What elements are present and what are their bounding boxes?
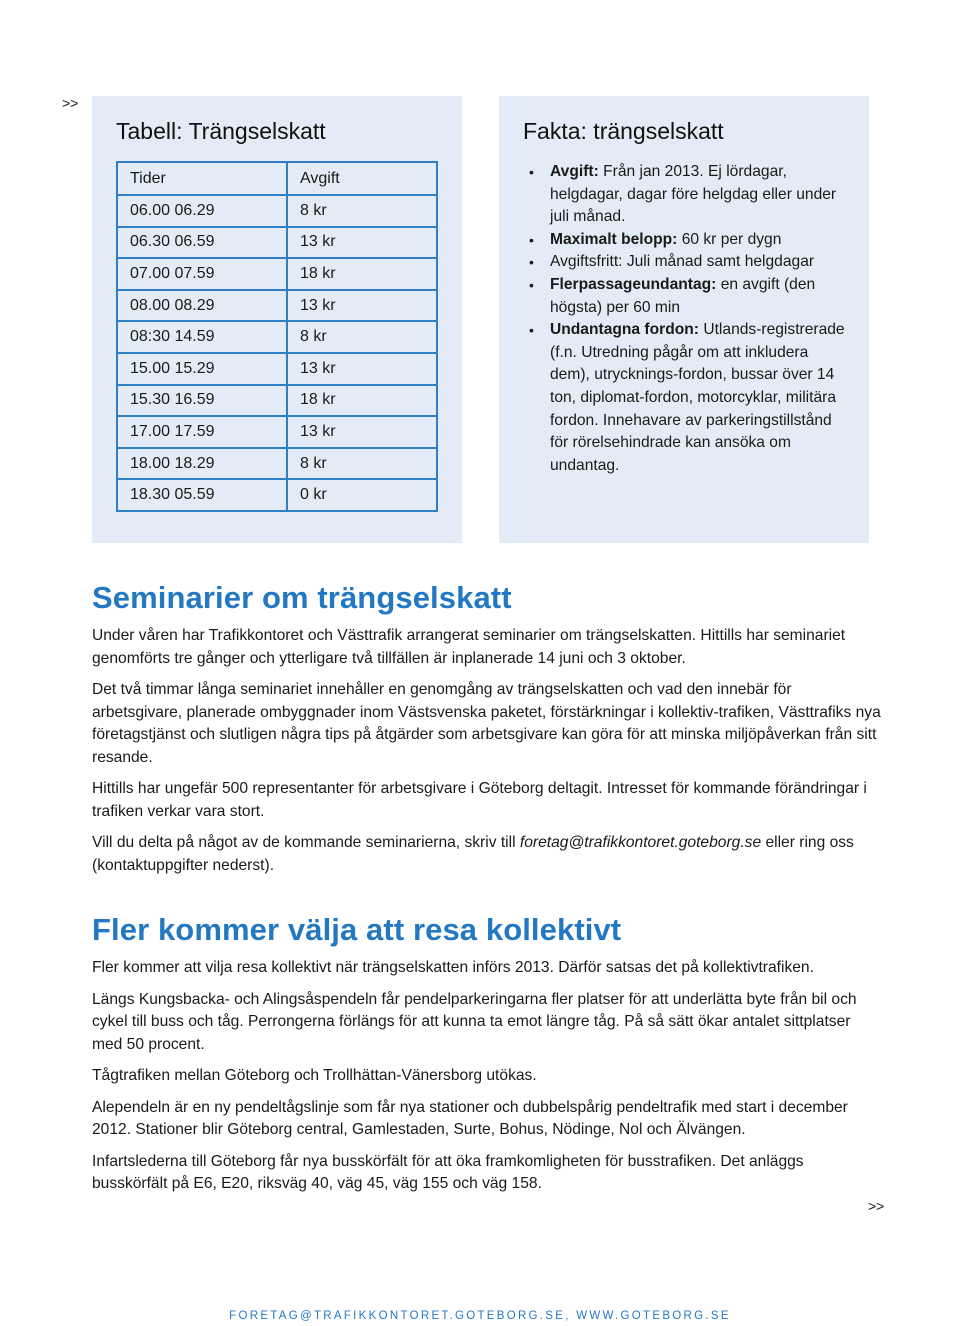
toll-fee-cell: 13 kr (287, 290, 437, 322)
transit-paragraph: Längs Kungsbacka- och Alingsåspendeln får pendelparkeringarna fler platser för att underlätta byte från bil och cykel till buss och tåg. Perrongerna förlängs för att kunna ta emot längre tåg. På så sätt ökar antalet sittplatser med 50 procent. (92, 990, 857, 1053)
seminar-section (92, 580, 882, 886)
list-item (523, 251, 849, 274)
bullet-icon: • (529, 322, 534, 339)
fakta-item-label: Undantagna fordon: (550, 321, 699, 339)
transit-paragraph: Infartslederna till Göteborg får nya busskörfält för att öka framkomligheten för busstrafiken. Det anläggs busskörfält på E6, E20, riksväg 40, väg 45, väg 155 och väg 158. (92, 1152, 804, 1192)
toll-table-title: Tabell: Trängselskatt (116, 118, 326, 144)
list-item (523, 229, 849, 252)
bullet-icon: • (529, 254, 534, 271)
toll-time-cell: 06.30 06.59 (117, 227, 287, 259)
fakta-item-text: Avgiftsfritt: Juli månad samt helgdagar (550, 253, 815, 271)
toll-fee-cell: 8 kr (287, 448, 437, 480)
list-item (523, 161, 849, 229)
table-row (117, 290, 437, 322)
toll-time-cell: 07.00 07.59 (117, 258, 287, 290)
toll-time-cell: 08:30 14.59 (117, 321, 287, 353)
seminar-contact-paragraph (92, 832, 882, 877)
table-row (117, 321, 437, 353)
transit-paragraph: Tågtrafiken mellan Göteborg och Trollhättan-Vänersborg utökas. (92, 1067, 537, 1084)
seminar-paragraph: Under våren har Trafikkontoret och Västtrafik arrangerat seminarier om trängselskatten. Hittills har seminariet genomförts tre gånger och ytterligare två tillfällen är inplanerade 14 juni och 3 oktober. (92, 627, 846, 667)
toll-fee-cell: 0 kr (287, 479, 437, 511)
bullet-icon: • (529, 231, 534, 248)
toll-table (116, 161, 438, 512)
toll-table-header-fee: Avgift (287, 162, 437, 195)
toll-time-cell: 15.30 16.59 (117, 385, 287, 417)
toll-time-cell: 06.00 06.29 (117, 195, 287, 227)
toll-time-cell: 17.00 17.59 (117, 416, 287, 448)
toll-time-cell: 08.00 08.29 (117, 290, 287, 322)
bullet-icon: • (529, 164, 534, 180)
table-row (117, 448, 437, 480)
fakta-item-text: Från jan 2013. Ej lördagar, helgdagar, dagar före helgdag eller under juli månad. (550, 163, 837, 226)
fakta-list (523, 161, 849, 477)
transit-section (92, 912, 882, 1205)
toll-table-panel (92, 96, 462, 543)
table-row (117, 479, 437, 511)
fakta-item-text: Utlands-registrerade (f.n. Utredning pågår om att inkludera dem), utrycknings-fordon, bussar över 14 ton, diplomat-fordon, motorcyklar, militära fordon. Innehavare av parkeringstillstånd för rörelsehindrade kan ansöka om undantag. (550, 321, 845, 474)
toll-time-cell: 18.00 18.29 (117, 448, 287, 480)
table-row (117, 227, 437, 259)
bullet-icon: • (529, 276, 534, 293)
table-row (117, 353, 437, 385)
seminar-paragraph: Hittills har ungefär 500 representanter för arbetsgivare i Göteborg deltagit. Intresset för kommande förändringar i trafiken verkar vara stort. (92, 780, 867, 820)
fakta-panel (499, 96, 869, 543)
toll-fee-cell: 13 kr (287, 416, 437, 448)
fakta-item-label: Maximalt belopp: (550, 230, 678, 248)
continuation-arrows-top: >> (62, 95, 79, 111)
fakta-item-label: Avgift: (550, 163, 599, 180)
list-item (523, 274, 849, 319)
table-row (117, 385, 437, 417)
toll-fee-cell: 8 kr (287, 195, 437, 227)
seminar-contact-pre: Vill du delta på något av de kommande seminarierna, skriv till (92, 834, 520, 851)
fakta-item-label: Flerpassageundantag: (550, 275, 717, 293)
toll-time-cell: 18.30 05.59 (117, 479, 287, 511)
table-row (117, 258, 437, 290)
transit-heading: Fler kommer välja att resa kollektivt (92, 912, 622, 947)
fakta-title: Fakta: trängselskatt (523, 118, 724, 144)
footer-contact: FORETAG@TRAFIKKONTORET.GOTEBORG.SE, WWW.GOTEBORG.SE (229, 1310, 731, 1322)
continuation-arrows-bottom: >> (868, 1198, 885, 1214)
toll-fee-cell: 18 kr (287, 258, 437, 290)
transit-paragraph: Fler kommer att vilja resa kollektivt när trängselskatten införs 2013. Därför satsas det på kollektivtrafiken. (92, 959, 814, 976)
seminar-heading: Seminarier om trängselskatt (92, 580, 512, 615)
contact-email-link[interactable]: foretag@trafikkontoret.goteborg.se (519, 834, 762, 851)
fakta-item-text: 60 kr per dygn (677, 230, 782, 248)
toll-table-header-time: Tider (117, 162, 287, 195)
table-row (117, 195, 437, 227)
toll-fee-cell: 13 kr (287, 353, 437, 385)
fakta-item-text: en avgift (den högsta) per 60 min (550, 275, 816, 316)
toll-fee-cell: 8 kr (287, 321, 437, 353)
seminar-contact-post: eller ring oss (kontaktuppgifter nederst). (92, 834, 854, 874)
toll-table-header-row (117, 162, 437, 195)
toll-fee-cell: 13 kr (287, 227, 437, 259)
toll-time-cell: 15.00 15.29 (117, 353, 287, 385)
transit-paragraph: Alependeln är en ny pendeltågslinje som får nya stationer och dubbelspårig pendeltrafik med start i december 2012. Stationer blir Göteborg central, Gamlestaden, Surte, Bohus, Nödinge, Nol och Älvängen. (92, 1098, 848, 1138)
seminar-paragraph: Det två timmar långa seminariet innehåller en genomgång av trängselskatten och vad den innebär för arbetsgivare, planerade ombyggnader inom Västsvenska paketet, förstärkningar i kollektiv-trafiken, Västtrafiks nya företagstjänst och slutligen några tips på åtgärder som arbetsgivare kan göra för att minska miljöpåverkan från sitt resande. (92, 681, 881, 766)
toll-fee-cell: 18 kr (287, 385, 437, 417)
list-item (523, 319, 849, 477)
table-row (117, 416, 437, 448)
